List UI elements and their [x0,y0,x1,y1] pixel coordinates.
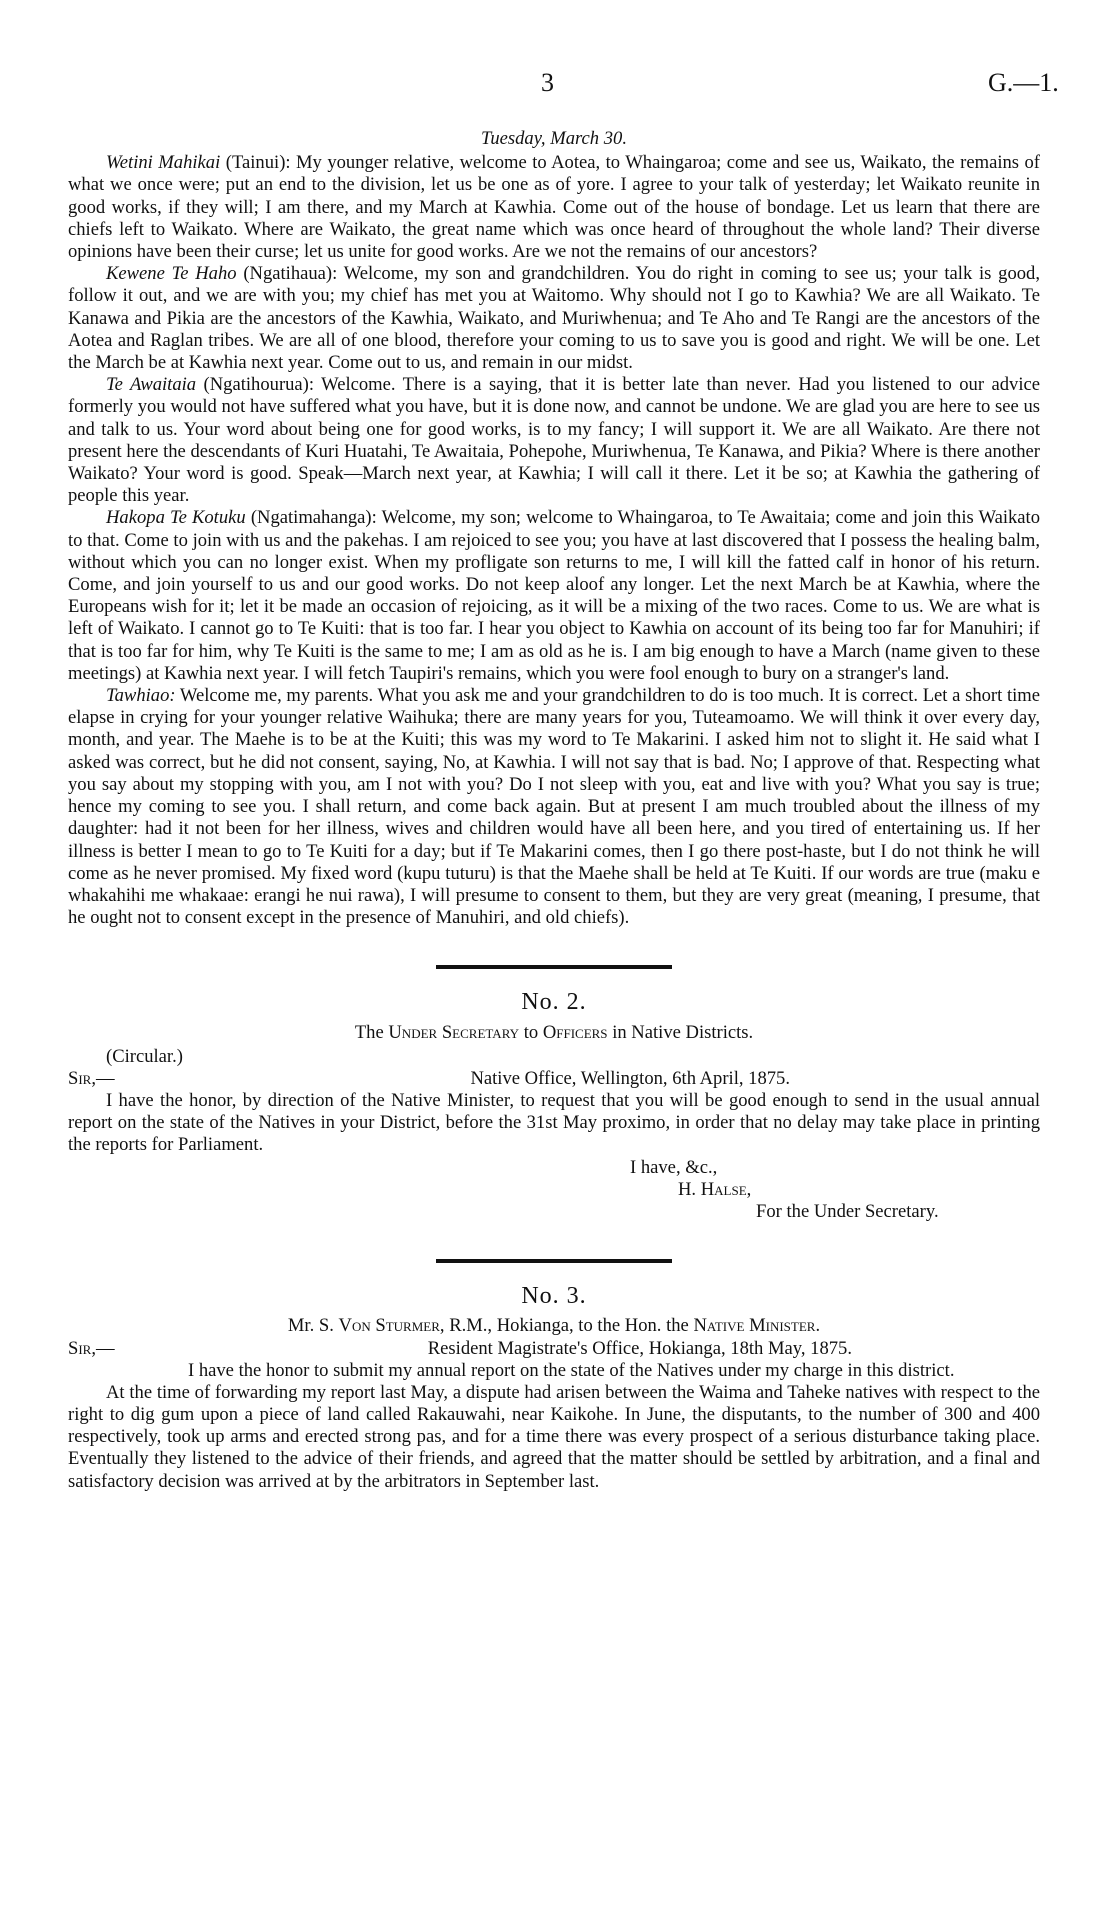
title-text: Mr. S. [287,1315,339,1337]
title-text: in Native Districts. [607,1021,754,1043]
title-text: . [815,1315,821,1337]
report-paragraph: At the time of forwarding my report last May, a dispute had arisen between the Waima and Taheke natives with respect to the right to dig gum upon a piece of land called Rakauwahi, near Kaikohe. In June, the disputants, to the number of 300 and 400 respectively, took up arms and erected strong pas, and for a time there was every prospect of a serious disturbance taking place. Eventually they listened to the advice of their friends, and agreed that the matter should be settled by arbitration, and a final and satisfactory decision was arrived at by the arbitrators in September last. [68,1381,1040,1492]
speech-text: (Ngatihourua): Welcome. There is a saying, that it is better late than never. Had you listened to our advice formerly you would not have suffered what you have, but it is done now, and cannot be undone. We are glad you are here to see us and talk to us. Your word about being one for good works, is to my fancy; I will support it. We are all Waikato. Are there not present here the descendants of Kuri Huatahi, Te Awaitaia, Pohepohe, Muriwhenua, Te Kanawa, and Pikia? Where is there another Waikato? Your word is good. Speak—March next year, at Kawhia; I will call it there. Let it be so; at Kawhia the gathering of people this year. [68,374,1040,507]
salutation-line [68,1068,1040,1090]
section-divider [436,965,672,969]
section-number: No. 3. [521,1283,587,1310]
speech-paragraph [68,685,1040,929]
salutation: Sir,— [68,1067,115,1089]
report-paragraph: I have the honor to submit my annual report on the state of the Natives under my charge in this district. [188,1359,955,1381]
signature-role: For the Under Secretary. [756,1200,939,1222]
section-report [68,1285,1040,1493]
document-reference: G.—1. [988,68,1059,97]
speech-paragraph [68,374,1040,507]
speech-text: (Ngatimahanga): Welcome, my son; welcome to Whaingaroa, to Te Awaitaia; come and join this Waikato to that. Come to join with us and the pakehas. I am rejoiced to see you; you have at last discovered that I possess the healing balm, without which you can no longer exist. When my profligate son returns to me, I will kill the fatted calf in honor of his return. Come, and join yourself to us and our good works. Do not keep aloof any longer. Let the next March be at Kawhia, where the Europeans wish for it; let it be made an occasion of rejoicing, as it will be a mixing of the two races. Come to us. We are what is left of Waikato. I cannot go to Te Kuiti: that is too far. I hear you object to Kawhia on account of its being too far for Manuhiri; if that is too far for him, why Te Kuiti is the same to me; I am as old as he is. I am big enough to have a March (name given to these meetings) at Kawhia next year. I will fetch Taupiri's remains, which you were fool enough to bury on a stranger's land. [68,507,1040,684]
section-number: No. 2. [521,989,587,1016]
speech-paragraph [68,263,1040,374]
speaker-name: Kewene Te Haho [106,263,237,285]
speech-paragraph [68,507,1040,685]
document-body [68,128,1040,1493]
section-title [68,1315,1040,1337]
section-speeches [68,128,1040,929]
title-text: to [519,1021,543,1043]
section-title [68,1022,1040,1044]
place-date: Native Office, Wellington, 6th April, 1875. [470,1067,790,1089]
signature: H. Halse, [678,1178,752,1200]
title-recipient: Officers [542,1021,608,1043]
speaker-name: Hakopa Te Kotuku [106,507,246,529]
date-heading: Tuesday, March 30. [481,128,627,149]
salutation-line [68,1338,1040,1360]
speaker-name: Wetini Mahikai [106,152,221,174]
salutation: Sir,— [68,1337,115,1359]
closing: I have, &c., [630,1156,718,1178]
speech-text: Welcome me, my parents. What you ask me and your grandchildren to do is too much. It is correct. Let a short time elapse in crying for your younger relative Waihuka; there are many years for you, Tuteamoamo. We will think it over every day, month, and year. The Maehe is to be at the Kuiti; this was my word to Te Makarini. I asked him not to slight it. He said what I asked was correct, but he did not consent, saying, No, at Kawhia. I will not say that is bad. No; I approve of that. Respecting what you say about my stopping with you, am I not with you? Do I not sleep with you, eat and live with you? What you say is true; hence my coming to see you. I shall return, and come back again. But at present I am much troubled about the illness of my daughter: had it not been for her illness, wives and children would have all been here, and you tired of entertaining us. If her illness is better I mean to go to Te Kuiti for a day; but if Te Makarini comes, then I go there post-haste, but I do not think he will come as he never promised. My fixed word (kupu tuturu) is that the Maehe shall be held at Te Kuiti. If our words are true (maku e whakahihi me whakaae: erangi he nui rawa), I will presume to consent to them, but they are very great (meaning, I presume, that he ought not to consent except in the presence of Manuhiri, and old chiefs). [68,685,1040,929]
section-divider [436,1259,672,1263]
title-sender: Under Secretary [388,1021,520,1043]
section-circular [68,991,1040,1223]
circular-label: (Circular.) [106,1045,183,1067]
speaker-name: Te Awaitaia [106,374,197,396]
title-recipient: Native Minister [693,1315,816,1337]
title-text: The [354,1021,389,1043]
page-number: 3 [541,68,554,97]
letter-body: I have the honor, by direction of the Native Minister, to request that you will be good enough to send in the usual annual report on the state of the Natives in your District, before the 31st May proximo, in order that no delay may take place in printing the reports for Parliament. [68,1089,1040,1156]
speech-paragraph [68,152,1040,263]
title-text: , R.M., Hokianga, to the Hon. the [439,1315,694,1337]
title-sender: Von Sturmer [338,1315,440,1337]
speech-text: (Tainui): My younger relative, welcome to Aotea, to Whaingaroa; come and see us, Waikato, the remains of what we once were; put an end to the division, let us be one as of yore. I agree to your talk of yesterday; let Waikato reunite in good works, if they will; I am there, and my March at Kawhia. Come out of the house of bondage. Let us learn that there are chiefs left to Waikato. Where are Waikato, the great name which was once heard of throughout the whole land? Their diverse opinions have been their curse; let us unite for good works. Are we not the remains of our ancestors? [68,152,1040,263]
speaker-name: Tawhiao: [106,685,176,707]
speech-text: (Ngatihaua): Welcome, my son and grandchildren. You do right in coming to see us; your talk is good, follow it out, and we are with you; my chief has met you at Waitomo. Why should not I go to Kawhia? We are all Waikato. Te Kanawa and Pikia are the ancestors of the Kawhia, Waikato, and Muriwhenua; and Te Aho and Te Rangi are the ancestors of the Aotea and Raglan tribes. We are all of one blood, therefore your coming to us to save you is good and right. We will be one. Let the March be at Kawhia next year. Come out to us, and remain in our midst. [68,263,1040,374]
place-date: Resident Magistrate's Office, Hokianga, 18th May, 1875. [427,1337,852,1359]
